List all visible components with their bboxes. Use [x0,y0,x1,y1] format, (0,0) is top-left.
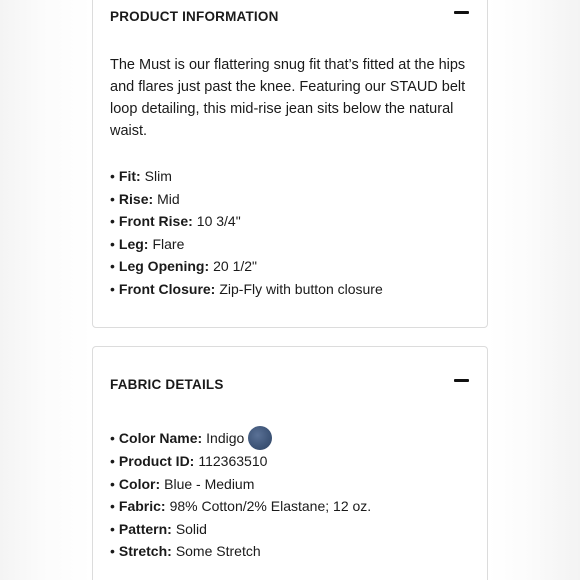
spec-value: 112363510 [198,453,268,469]
spec-label: Front Rise: [118,213,193,230]
product-information-title: PRODUCT INFORMATION [110,9,279,24]
fabric-specs-list [110,426,477,563]
bullet: • [110,498,115,515]
fabric-details-card [92,346,488,580]
bullet: • [110,213,115,230]
spec-value: Flare [152,235,185,252]
spec-label: Leg Opening: [118,258,210,275]
spec-item-product-id [110,450,477,473]
spec-value: Blue - Medium [164,475,255,492]
bullet: • [110,453,115,469]
product-description: The Must is our flattering snug fit that’s fitted at the hips and flares just past the knee. Featuring our STAUD belt loop detailing, this mid-rise jean sits below the natural waist. [110,57,466,139]
spec-label: Fit: [118,168,141,184]
spec-value: Slim [144,168,172,184]
spec-item-color [110,473,477,496]
spec-item-front-rise [110,210,477,233]
spec-item-stretch [110,540,477,563]
bullet: • [110,520,115,537]
spec-item-leg-opening [110,255,477,278]
spec-value: Some Stretch [175,543,261,560]
spec-label: Stretch: [118,543,172,560]
spec-item-pattern [110,518,477,541]
spec-item-front-closure [110,278,477,301]
product-information-card [92,0,488,328]
spec-value: Zip-Fly with button closure [219,280,383,297]
spec-value: Indigo [206,429,245,446]
spec-item-rise [110,188,477,211]
bullet: • [110,429,115,446]
collapse-minus-icon[interactable] [454,11,469,14]
product-information-header[interactable] [110,7,470,27]
spec-item-leg [110,233,477,256]
bullet: • [110,280,115,297]
spec-label: Color: [118,475,161,492]
bullet: • [110,168,115,184]
spec-label: Product ID: [118,453,195,469]
bullet: • [110,475,115,492]
spec-label: Rise: [118,190,154,207]
bullet: • [110,190,115,207]
fabric-details-header[interactable] [110,375,470,395]
color-swatch-icon[interactable] [248,426,272,450]
spec-value: 98% Cotton/2% Elastane; 12 oz. [169,498,372,515]
bullet: • [110,258,115,275]
fabric-details-title: FABRIC DETAILS [110,377,224,392]
spec-label: Pattern: [118,520,172,537]
spec-label: Leg: [118,235,149,252]
spec-label: Color Name: [118,429,203,446]
bullet: • [110,235,115,252]
spec-item-fit [110,165,477,188]
spec-value: Solid [175,520,207,537]
spec-value: 10 3/4" [196,213,241,230]
bullet: • [110,543,115,560]
collapse-minus-icon[interactable] [454,379,469,382]
spec-item-fabric [110,495,477,518]
product-specs-list [110,165,477,301]
spec-label: Front Closure: [118,280,216,297]
spec-value: Mid [157,190,180,207]
spec-label: Fabric: [118,498,166,515]
spec-item-color-name [110,426,477,450]
spec-value: 20 1/2" [213,258,258,275]
